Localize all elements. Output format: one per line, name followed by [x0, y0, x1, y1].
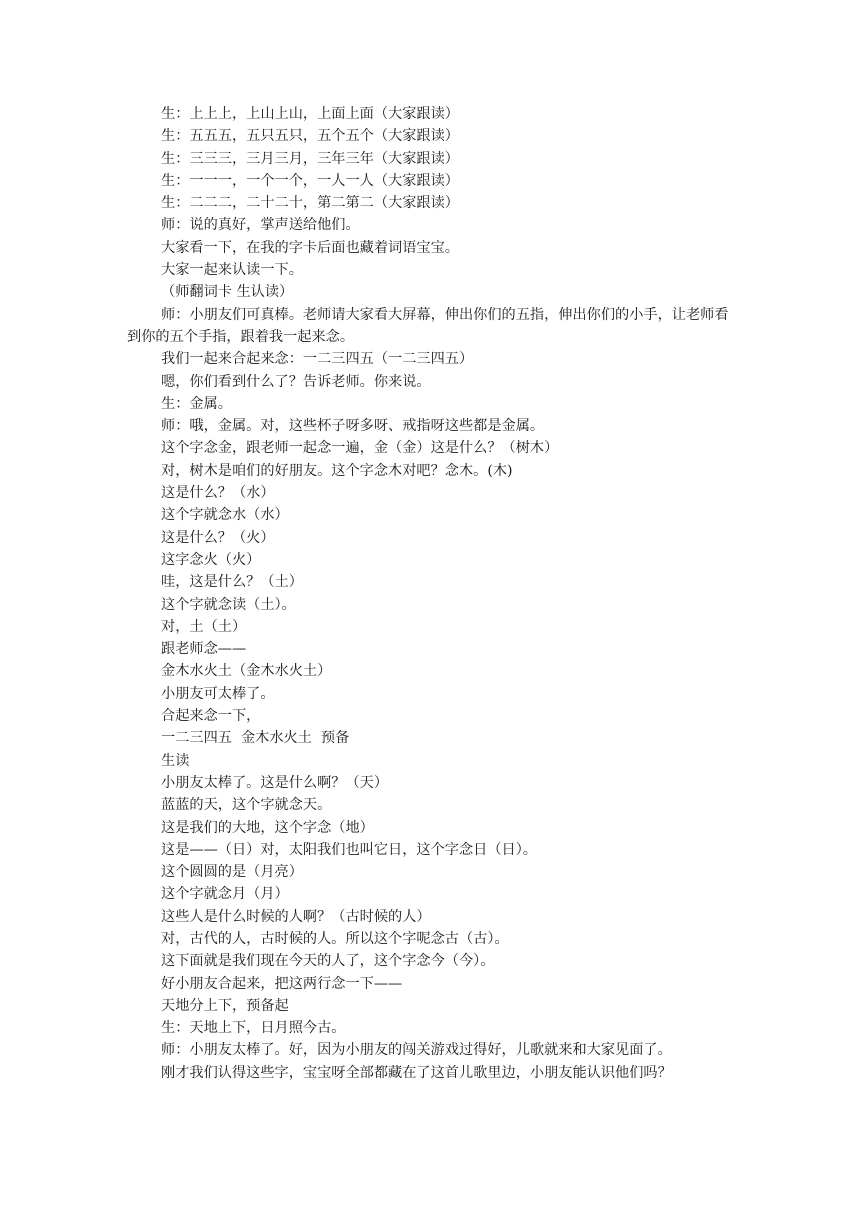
text-line: 师：哦，金属。对，这些杯子呀多呀、戒指呀这些都是金属。 [161, 418, 545, 435]
text-line: 对，古代的人，古时候的人。所以这个字呢念古（古）。 [161, 930, 509, 947]
text-line: 这字念火（火） [161, 551, 261, 568]
text-line: 小朋友太棒了。这是什么啊？（天） [161, 774, 389, 791]
text-line: 师：说的真好，掌声送给他们。 [161, 217, 360, 234]
text-line: 生读 [161, 752, 190, 769]
text-line: 这个圆圆的是（月亮） [161, 864, 303, 881]
text-line: 生：五五五，五只五只，五个五个（大家跟读） [161, 128, 459, 145]
text-line: 跟老师念—— [161, 641, 247, 658]
text-line: 对，树木是咱们的好朋友。这个字念木对吧？念木。(木) [161, 462, 513, 479]
text-line: 生：三三三，三月三月，三年三年（大家跟读） [161, 150, 459, 167]
text-line: 哇，这是什么？（土） [161, 574, 303, 591]
text-line: 合起来念一下， [161, 708, 261, 725]
text-line: 大家一起来认读一下。 [161, 262, 303, 279]
text-line: 好小朋友合起来，把这两行念一下—— [161, 975, 403, 992]
text-line: 生：上上上，上山上山，上面上面（大家跟读） [161, 106, 459, 122]
text-line: 这个字就念读（土）。 [161, 596, 296, 613]
lesson-transcript [127, 103, 737, 1084]
text-line: 这是什么？（火） [161, 529, 275, 546]
text-line: （师翻词卡 生认读） [161, 284, 294, 301]
text-line: 嗯，你们看到什么了？告诉老师。你来说。 [161, 373, 431, 390]
text-line: 这个字就念月（月） [161, 886, 289, 903]
text-line: 这是我们的大地，这个字念（地） [161, 819, 374, 836]
text-line: 这是什么？（水） [161, 485, 275, 502]
text-line: 生：金属。 [161, 395, 232, 412]
text-line: 我们一起来合起来念：一二三四五（一二三四五） [161, 351, 474, 368]
text-line: 这是——（日）对，太阳我们也叫它日，这个字念日（日）。 [161, 841, 537, 858]
text-line: 生：二二二，二十二十，第二第二（大家跟读） [161, 195, 459, 212]
text-line: 生：一一一，一个一个，一人一人（大家跟读） [161, 172, 459, 189]
text-line: 大家看一下，在我的字卡后面也藏着词语宝宝。 [161, 239, 459, 256]
text-line: 一二三四五 金木水火土 预备 [161, 730, 350, 747]
text-line: 这个字就念水（水） [161, 507, 289, 524]
text-line: 蓝蓝的天，这个字就念天。 [161, 797, 332, 814]
text-line: 对，土（土） [161, 618, 247, 635]
text-line: 小朋友可太棒了。 [161, 685, 275, 702]
text-line: 师：小朋友太棒了。好，因为小朋友的闯关游戏过得好，儿歌就来和大家见面了。 [161, 1042, 672, 1059]
text-line: 天地分上下，预备起 [161, 997, 289, 1014]
text-line: 这些人是什么时候的人啊？（古时候的人） [161, 908, 431, 925]
text-line: 刚才我们认得这些字，宝宝呀全部都藏在了这首儿歌里边，小朋友能认识他们吗？ [161, 1064, 672, 1081]
text-paragraph: 师：小朋友们可真棒。老师请大家看大屏幕，伸出你们的五指，伸出你们的小手，让老师看到你的五个手指，跟着我一起来念。 [127, 306, 729, 345]
text-line: 这下面就是我们现在今天的人了，这个字念今（今）。 [161, 953, 495, 970]
text-line: 生：天地上下，日月照今古。 [161, 1020, 346, 1037]
text-line: 金木水火土（金木水火土） [161, 663, 332, 680]
text-line: 这个字念金，跟老师一起念一遍，金（金）这是什么？（树木） [161, 440, 559, 457]
